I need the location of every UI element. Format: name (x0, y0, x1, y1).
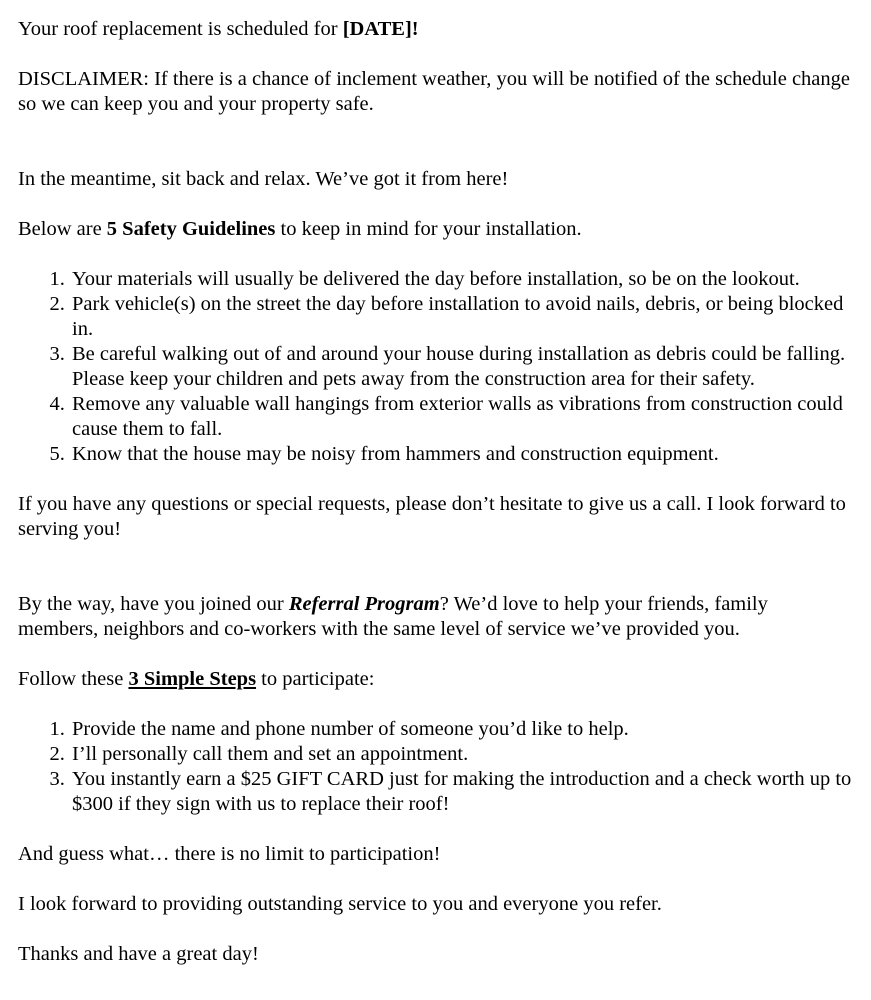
referral-step-text: You instantly earn a $25 GIFT CARD just for making the introduction and a check worth up to $300 if they sign with us to replace their roof! (72, 768, 852, 815)
referral-intro-prefix: By the way, have you joined our (18, 593, 289, 615)
disclaimer-paragraph: DISCLAIMER: If there is a chance of inclement weather, you will be notified of the schedule change so we can keep you and your property safe. (18, 68, 850, 115)
list-item (70, 292, 853, 342)
schedule-line (18, 17, 853, 42)
safety-lead (18, 217, 853, 242)
safety-item-text: Be careful walking out of and around your house during installation as debris could be falling. Please keep your children and pets away from the construction area for their safety. (72, 343, 846, 390)
schedule-prefix: Your roof replacement is scheduled for (18, 18, 343, 40)
relax-paragraph: In the meantime, sit back and relax. We’ve got it from here! (18, 168, 509, 190)
safety-item-text: Remove any valuable wall hangings from exterior walls as vibrations from construction could cause them to fall. (72, 393, 843, 440)
list-item (70, 392, 853, 442)
safety-item-text: Your materials will usually be delivered the day before installation, so be on the lookout. (72, 268, 800, 290)
steps-lead-suffix: to participate: (256, 668, 375, 690)
safety-lead-suffix: to keep in mind for your installation. (275, 218, 582, 240)
referral-step-text: I’ll personally call them and set an appointment. (72, 743, 469, 765)
referral-step-text: Provide the name and phone number of someone you’d like to help. (72, 718, 629, 740)
no-limit-paragraph: And guess what… there is no limit to participation! (18, 843, 441, 865)
thanks-paragraph: Thanks and have a great day! (18, 943, 259, 965)
safety-item-text: Park vehicle(s) on the street the day before installation to avoid nails, debris, or being blocked in. (72, 293, 844, 340)
list-item (70, 717, 853, 742)
schedule-date: [DATE]! (342, 18, 419, 40)
steps-lead-bold-underline: 3 Simple Steps (128, 668, 257, 690)
referral-steps-list (18, 717, 853, 817)
list-item (70, 342, 853, 392)
safety-guidelines-list (18, 267, 853, 467)
safety-lead-bold: 5 Safety Guidelines (106, 218, 276, 240)
questions-paragraph: If you have any questions or special requests, please don’t hesitate to give us a call. I look forward to serving you! (18, 493, 846, 540)
referral-intro (18, 592, 853, 642)
safety-item-text: Know that the house may be noisy from hammers and construction equipment. (72, 443, 719, 465)
referral-program-name: Referral Program (288, 593, 440, 615)
steps-lead-prefix: Follow these (18, 668, 129, 690)
referral-intro-suffix: ? We’d love to help your friends, family members, neighbors and co-workers with the same level of service we’ve provided you. (18, 593, 768, 640)
forward-paragraph: I look forward to providing outstanding service to you and everyone you refer. (18, 893, 662, 915)
list-item (70, 742, 853, 767)
list-item (70, 267, 853, 292)
safety-lead-prefix: Below are (18, 218, 107, 240)
list-item (70, 442, 853, 467)
steps-lead (18, 667, 853, 692)
list-item (70, 767, 853, 817)
